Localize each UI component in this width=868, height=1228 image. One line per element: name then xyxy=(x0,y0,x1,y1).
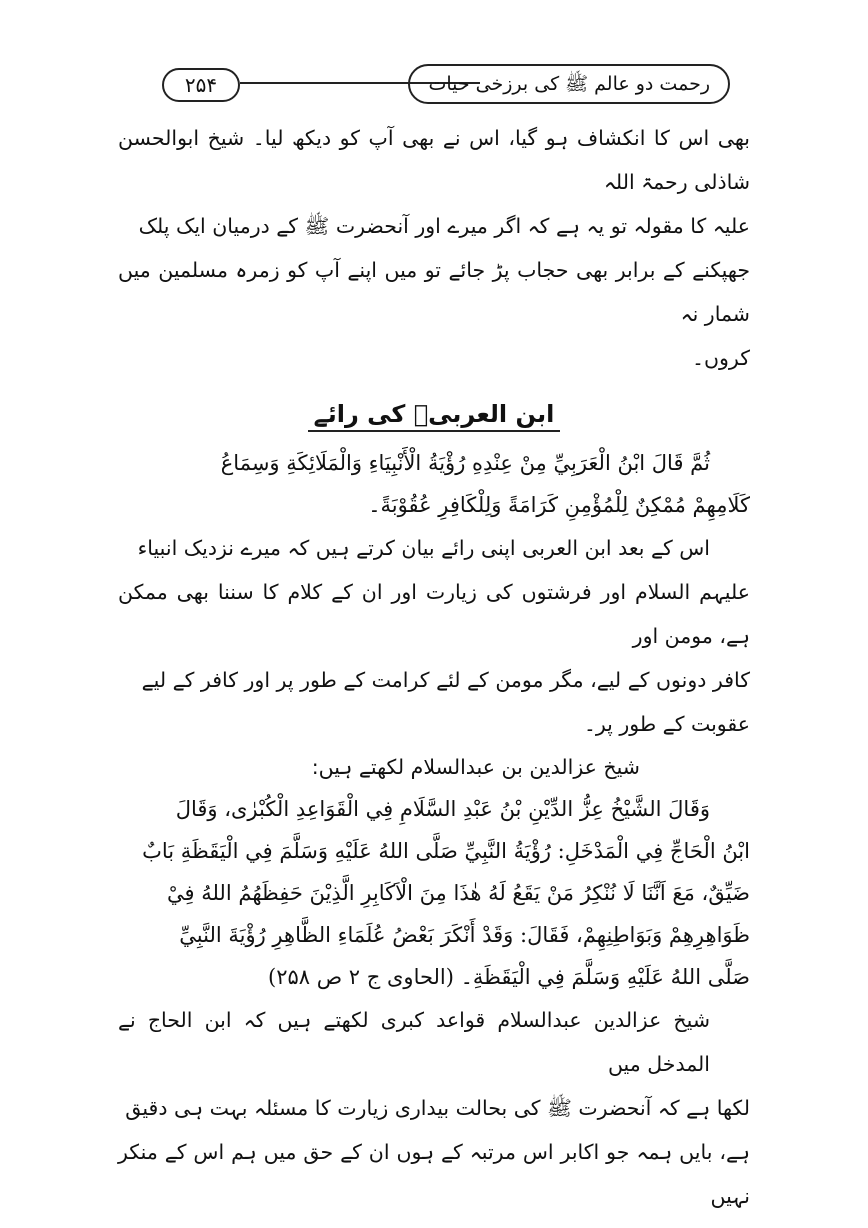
arabic-quote-2 xyxy=(118,788,750,998)
arabic-line: ابْنُ الْحَاجِّ فِي الْمَدْخَلِ: رُؤْيَةُ النَّبِيِّ صَلَّى اللهُ عَلَيْهِ وَسَلَّمَ فِي الْيَقَظَةِ بَابٌ xyxy=(142,839,750,863)
text-line: جھپکنے کے برابر بھی حجاب پڑ جائے تو میں اپنے آپ کو زمرہ مسلمین میں شمار نہ xyxy=(118,258,750,326)
arabic-line: ثُمَّ قَالَ ابْنُ الْعَرَبِيِّ مِنْ عِنْدِهِ رُؤْيَةُ الْأَنْبِيَاءِ وَالْمَلَائِكَةِ وَسِمَاعُ xyxy=(220,451,710,475)
arabic-line: ظَوَاهِرِهِمْ وَبَوَاطِنِهِمْ، فَقَالَ: وَقَدْ أَنْكَرَ بَعْضُ عُلَمَاءِ الظَّاهِرِ رُؤْيَةَ النَّبِيِّ xyxy=(179,923,750,947)
text-line: لکھا ہے کہ آنحضرت ﷺ کی بحالت بیداری زیارت کا مسئلہ بہت ہی دقیق xyxy=(125,1096,750,1120)
text-line: علیہ کا مقولہ تو یہ ہے کہ اگر میرے اور آنحضرت ﷺ کے درمیان ایک پلک xyxy=(138,214,750,238)
arabic-line: صَلَّى اللهُ عَلَيْهِ وَسَلَّمَ فِي الْيَقَظَةِ۔ (الحاوی ج ۲ ص ۲۵۸) xyxy=(268,965,750,989)
text-line: شیخ عزالدین عبدالسلام قواعد کبری لکھتے ہیں کہ ابن الحاج نے المدخل میں xyxy=(118,1008,710,1076)
paragraph-3 xyxy=(118,998,750,1218)
section-heading xyxy=(118,394,750,434)
arabic-line: وَقَالَ الشَّيْخُ عِزُّ الدِّيْنِ بْنُ عَبْدِ السَّلَامِ فِي الْقَوَاعِدِ الْكُبْرٰى، وَقَالَ xyxy=(175,797,710,821)
page-body xyxy=(118,116,750,1218)
page-header xyxy=(150,62,730,106)
paragraph-2 xyxy=(118,526,750,746)
text-line: عقوبت کے طور پر۔ xyxy=(583,712,750,736)
arabic-quote-1 xyxy=(118,442,750,526)
text-line: کروں۔ xyxy=(691,346,750,370)
page-number: ۲۵۴ xyxy=(162,68,240,102)
sub-heading: شیخ عزالدین بن عبدالسلام لکھتے ہیں: xyxy=(311,755,640,779)
text-line: ہے، بایں ہمہ جو اکابر اس مرتبہ کے ہوں ان کے حق میں ہم اس کے منکر نہیں xyxy=(118,1140,750,1208)
text-line: اس کے بعد ابن العربی اپنی رائے بیان کرتے ہیں کہ میرے نزدیک انبیاء xyxy=(137,536,710,560)
text-line: بھی اس کا انکشاف ہو گیا، اس نے بھی آپ کو دیکھ لیا۔ شیخ ابوالحسن شاذلی رحمۃ اللہ xyxy=(118,126,750,194)
arabic-line: كَلَامِهِمْ مُمْكِنٌ لِلْمُؤْمِنِ كَرَامَةً وَلِلْكَافِرِ عُقُوْبَةً۔ xyxy=(368,493,750,517)
arabic-line: ضَيِّقٌ، مَعَ اَنَّنَا لَا نُنْكِرُ مَنْ يَقَعُ لَهُ هٰذَا مِنَ الْاَكَابِرِ الَّذِيْنَ حَفِظَهُمُ اللهُ فِيْ xyxy=(167,881,750,905)
text-line: کافر دونوں کے لیے، مگر مومن کے لئے کرامت کے طور پر اور کافر کے لیے xyxy=(141,668,750,692)
paragraph-1 xyxy=(118,116,750,380)
text-line: علیہم السلام اور فرشتوں کی زیارت اور ان کے کلام کا سننا بھی ممکن ہے، مومن اور xyxy=(118,580,750,648)
running-title: رحمت دو عالم ﷺ کی برزخی حیات xyxy=(408,64,730,104)
section-heading-text: ابن العربیؒ کی رائے xyxy=(308,400,561,432)
